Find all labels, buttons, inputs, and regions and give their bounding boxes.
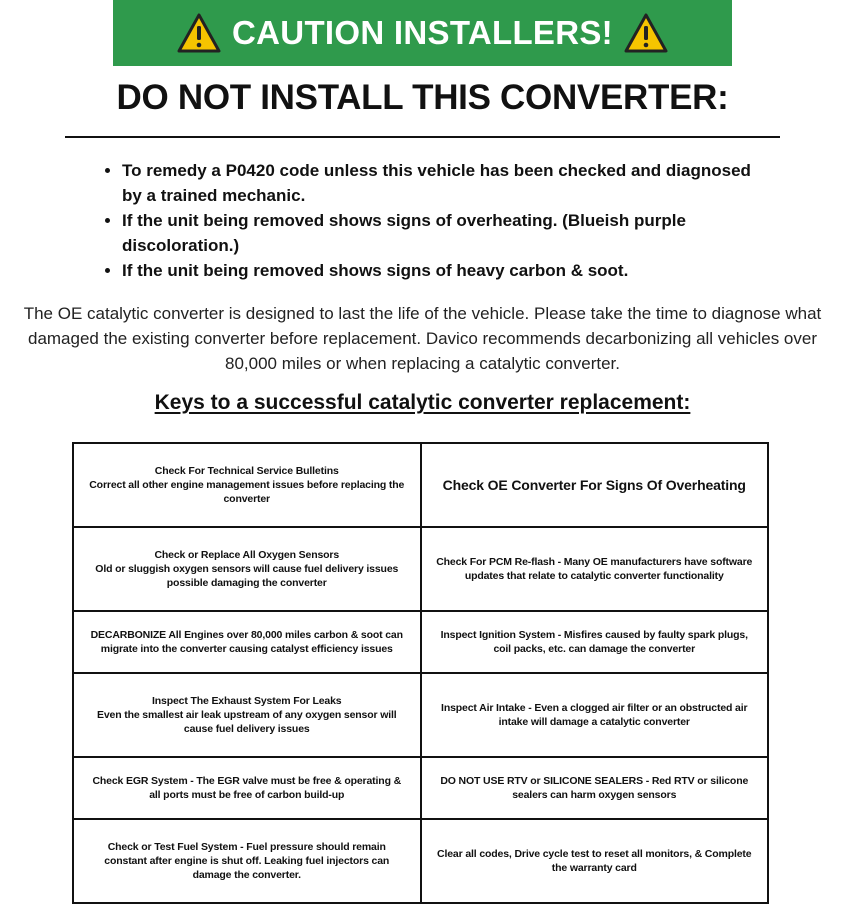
section-heading: Keys to a successful catalytic converter replacement: (154, 391, 691, 414)
cell-body: Old or sluggish oxygen sensors will cause fuel delivery issues possible damaging the converter (95, 563, 399, 590)
list-item: • If the unit being removed shows signs of overheating. (Blueish purple discoloration.) (122, 208, 772, 258)
table-cell (73, 757, 421, 819)
cell-title: Check or Replace All Oxygen Sensors (154, 549, 340, 562)
table-cell (73, 527, 421, 611)
cell-body: Correct all other engine management issues before replacing the converter (89, 479, 405, 506)
cell-title: Inspect The Exhaust System For Leaks (151, 695, 342, 708)
cell-body: Check EGR System - The EGR valve must be free & operating & all ports must be free of carbon build-up (92, 774, 402, 801)
table-row (73, 443, 768, 527)
cell-title: Check OE Converter For Signs Of Overheating (442, 477, 746, 494)
warning-triangle-icon (176, 12, 222, 54)
cell-body: Check For PCM Re-flash - Many OE manufacturers have software updates that relate to catalytic converter functionality (436, 556, 753, 583)
table-cell (73, 611, 421, 673)
table-cell (421, 673, 769, 757)
cell-body: DECARBONIZE All Engines over 80,000 miles carbon & soot can migrate into the converter causing catalyst efficiency issues (90, 629, 403, 656)
table-row (73, 673, 768, 757)
table-cell (73, 673, 421, 757)
table-row (73, 757, 768, 819)
info-paragraph: The OE catalytic converter is designed to last the life of the vehicle. Please take the time to diagnose what damaged the existing converter before replacement. Davico recommends decarbonizing all vehicles over 80,000 miles or when replacing a catalytic converter. (23, 304, 822, 373)
divider (65, 136, 780, 138)
cell-title: Check For Technical Service Bulletins (154, 465, 339, 478)
table-cell (421, 611, 769, 673)
table-cell (421, 443, 769, 527)
table-cell (73, 819, 421, 903)
cell-body: Inspect Air Intake - Even a clogged air filter or an obstructed air intake will damage a catalytic converter (441, 702, 748, 729)
list-item: • To remedy a P0420 code unless this vehicle has been checked and diagnosed by a trained mechanic. (122, 158, 772, 208)
table-row (73, 611, 768, 673)
list-item: • If the unit being removed shows signs of heavy carbon & soot. (122, 258, 772, 283)
cell-body: Inspect Ignition System - Misfires caused by faulty spark plugs, coil packs, etc. can damage the converter (440, 629, 748, 656)
table-cell (421, 819, 769, 903)
cell-body: Check or Test Fuel System - Fuel pressure should remain constant after engine is shut off. Leaking fuel injectors can damage the converter. (104, 840, 390, 881)
caution-banner (113, 0, 732, 66)
table-cell (421, 527, 769, 611)
keys-table (72, 442, 769, 904)
table-cell (421, 757, 769, 819)
cell-body: DO NOT USE RTV or SILICONE SEALERS - Red RTV or silicone sealers can harm oxygen sensors (440, 774, 749, 801)
table-row (73, 819, 768, 903)
banner-text: CAUTION INSTALLERS! (232, 14, 613, 51)
table-cell (73, 443, 421, 527)
page-title: DO NOT INSTALL THIS CONVERTER: (116, 78, 729, 117)
table-row (73, 527, 768, 611)
warning-triangle-icon (623, 12, 669, 54)
warning-list (100, 158, 772, 283)
cell-body: Even the smallest air leak upstream of any oxygen sensor will cause fuel delivery issues (96, 709, 397, 736)
cell-body: Clear all codes, Drive cycle test to reset all monitors, & Complete the warranty card (437, 847, 752, 874)
